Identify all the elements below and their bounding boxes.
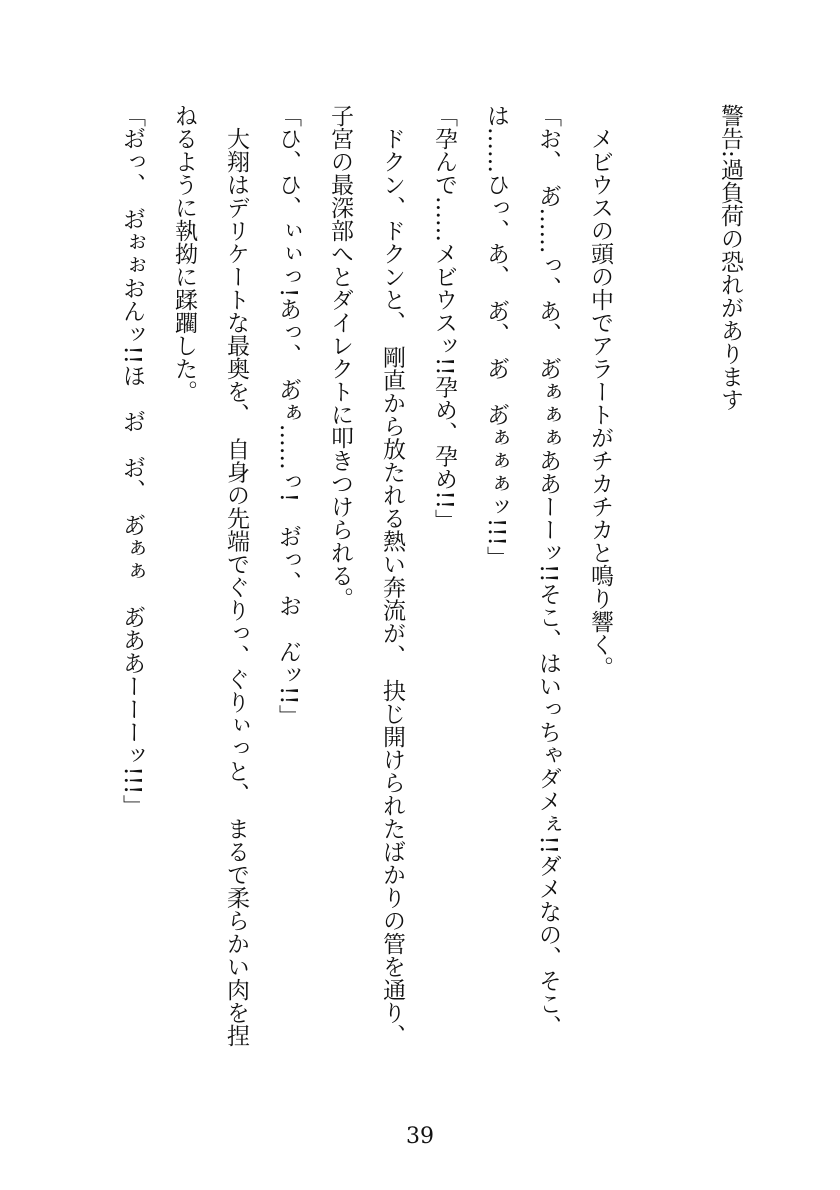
dialogue-paragraph: 「お、 あ゙……っ、あ、 あ゙ぁぁぁああーーッ!!そこ、はいっちゃダメぇ!!ダメなの、そこ、は……ひっ、あ、 あ゙、 あ゙ あ゙ぁぁぁッ!!!」 [483,104,561,1038]
dialogue-paragraph: 「ひ、ひ、ぃぃっ!あっ、 あ゙ぁ……っ! お゙っ、お ん゙ッ!!」 [275,104,301,728]
dialogue-paragraph: 「お゙っ、 お゙ぉぉおんッ!!ほ お゙ お゙、 あ゙ぁぁ あ゙ああーーーッ!!!」 [119,104,145,818]
page-number: 39 [406,1124,434,1149]
narration-paragraph: ドクン、ドクンと、 剛直から放たれる熱い奔流が、 抉じ開けられたばかりの管を通り、子宮の最深部へとダイレクトに叩きつけられる。 [327,104,405,1047]
dialogue-paragraph: 「孕んで……メビウスッ!!孕め、孕め!!」 [431,104,457,532]
warning-line: 警告:過負荷の恐れがあります [717,104,743,411]
vertical-text-area [106,104,756,1060]
narration-paragraph: 大翔はデリケートな最奥を、 自身の先端でぐりっ、ぐりぃっと、 まるで柔らかい肉を捏ねるように執拗に蹂躙した。 [171,104,249,1047]
narration-paragraph: メビウスの頭の中でアラートがチカチカと鳴り響く。 [587,127,613,679]
